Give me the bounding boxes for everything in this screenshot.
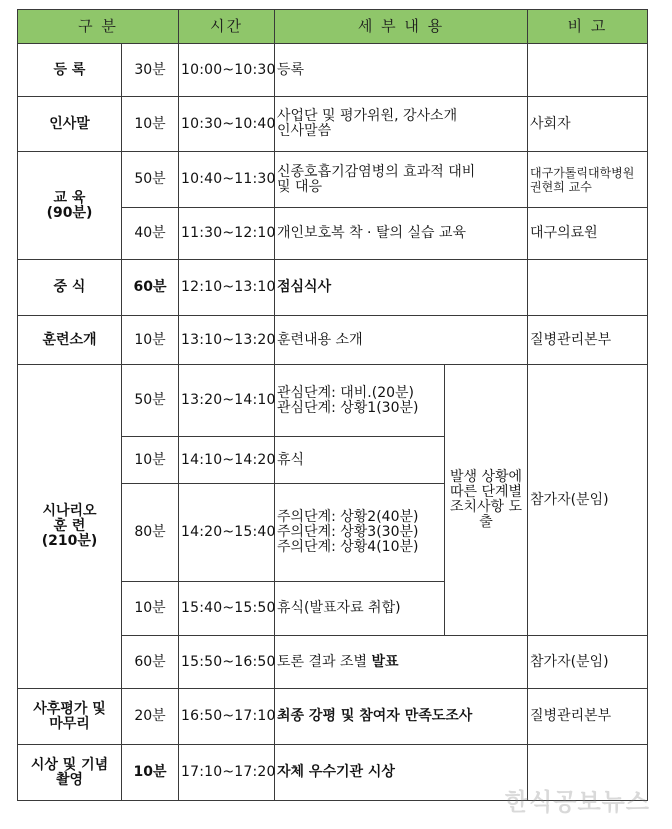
table-row	[18, 152, 648, 208]
note-cell: 참가자(분임)	[528, 365, 648, 636]
desc-cell: 훈련내용 소개	[275, 316, 528, 365]
note-cell	[528, 260, 648, 316]
note-cell: 대구의료원	[528, 208, 648, 260]
duration-cell: 60분	[122, 260, 179, 316]
desc-line: 및 대응	[277, 178, 323, 195]
time-cell: 11:30~12:10	[179, 208, 275, 260]
desc-line: 관심단계: 상황1(30분)	[277, 399, 419, 416]
desc-line: 주의단계: 상황4(10분)	[277, 539, 419, 555]
note-cell: 질병관리본부	[528, 316, 648, 365]
duration-cell: 40분	[122, 208, 179, 260]
note-cell: 질병관리본부	[528, 689, 648, 745]
header-time: 시간	[179, 10, 275, 44]
category-line: 훈 련	[53, 518, 86, 534]
desc-cell: 점심식사	[275, 260, 528, 316]
time-cell: 12:10~13:10	[179, 260, 275, 316]
note-cell: 사회자	[528, 97, 648, 152]
desc-line: 주의단계: 상황2(40분)	[277, 509, 419, 525]
duration-cell: 20분	[122, 689, 179, 745]
category-cell	[18, 152, 122, 260]
desc-cell: 휴식(발표자료 취합)	[275, 582, 445, 636]
duration-cell: 60분	[122, 636, 179, 689]
table-row	[18, 260, 648, 316]
header-remarks: 비 고	[528, 10, 648, 44]
time-cell: 13:10~13:20	[179, 316, 275, 365]
category-cell	[18, 689, 122, 745]
desc-cell: 등록	[275, 44, 528, 97]
desc-bold-text: 발표	[371, 653, 399, 670]
duration-cell: 10분	[122, 316, 179, 365]
note-line: 권현희 교수	[530, 179, 592, 194]
desc-cell	[275, 484, 445, 582]
table-row	[18, 44, 648, 97]
time-cell: 15:50~16:50	[179, 636, 275, 689]
time-cell: 10:30~10:40	[179, 97, 275, 152]
desc-cell	[275, 365, 445, 437]
table-row	[18, 689, 648, 745]
merged-line: 조치사항 도출	[449, 499, 523, 530]
desc-cell: 자체 우수기관 시상	[275, 745, 528, 801]
time-cell: 10:00~10:30	[179, 44, 275, 97]
category-cell	[18, 365, 122, 689]
category-cell	[18, 745, 122, 801]
desc-cell: 최종 강평 및 참여자 만족도조사	[275, 689, 528, 745]
category-line: (90분)	[46, 204, 93, 221]
table-row	[18, 365, 648, 437]
schedule-table	[17, 9, 648, 801]
desc-cell	[275, 97, 528, 152]
desc-line: 주의단계: 상황3(30분)	[277, 524, 419, 540]
header-details: 세 부 내 용	[275, 10, 528, 44]
duration-cell: 50분	[122, 152, 179, 208]
merged-desc-cell	[445, 365, 528, 636]
time-cell: 17:10~17:20	[179, 745, 275, 801]
desc-cell: 개인보호복 착 · 탈의 실습 교육	[275, 208, 528, 260]
time-cell: 14:10~14:20	[179, 437, 275, 484]
time-cell: 16:50~17:10	[179, 689, 275, 745]
note-cell	[528, 152, 648, 208]
duration-cell: 30분	[122, 44, 179, 97]
desc-cell: 휴식	[275, 437, 445, 484]
merged-line: 따른 단계별	[449, 484, 523, 500]
category-cell: 등 록	[18, 44, 122, 97]
category-line: 사후평가 및	[33, 700, 106, 717]
category-line: (210분)	[41, 533, 98, 549]
category-line: 시나리오	[42, 503, 97, 519]
category-line: 촬영	[55, 771, 84, 788]
table-row	[18, 316, 648, 365]
merged-line: 발생 상황에	[449, 469, 523, 485]
desc-line: 신종호흡기감염병의 효과적 대비	[277, 163, 476, 180]
desc-cell	[275, 636, 528, 689]
watermark: 한식공보뉴스	[504, 788, 650, 816]
time-cell: 14:20~15:40	[179, 484, 275, 582]
category-cell: 훈련소개	[18, 316, 122, 365]
header-category: 구 분	[18, 10, 179, 44]
desc-line: 인사말씀	[277, 123, 332, 139]
header-row	[18, 10, 648, 44]
duration-cell: 80분	[122, 484, 179, 582]
desc-line: 사업단 및 평가위원, 강사소개	[277, 108, 458, 124]
desc-text: 토론 결과 조별	[277, 653, 372, 670]
category-line: 마무리	[49, 715, 90, 732]
category-line: 교 육	[53, 189, 86, 206]
note-line: 대구가톨릭대학병원	[530, 165, 635, 180]
duration-cell: 10분	[122, 582, 179, 636]
category-line: 시상 및 기념	[30, 756, 109, 773]
table-row	[18, 97, 648, 152]
time-cell: 15:40~15:50	[179, 582, 275, 636]
note-cell: 참가자(분임)	[528, 636, 648, 689]
category-cell: 인사말	[18, 97, 122, 152]
duration-cell: 10분	[122, 745, 179, 801]
time-cell: 10:40~11:30	[179, 152, 275, 208]
desc-line: 관심단계: 대비.(20분)	[277, 384, 415, 401]
duration-cell: 10분	[122, 437, 179, 484]
duration-cell: 50분	[122, 365, 179, 437]
duration-cell: 10분	[122, 97, 179, 152]
desc-cell	[275, 152, 528, 208]
time-cell: 13:20~14:10	[179, 365, 275, 437]
note-cell	[528, 44, 648, 97]
category-cell: 중 식	[18, 260, 122, 316]
